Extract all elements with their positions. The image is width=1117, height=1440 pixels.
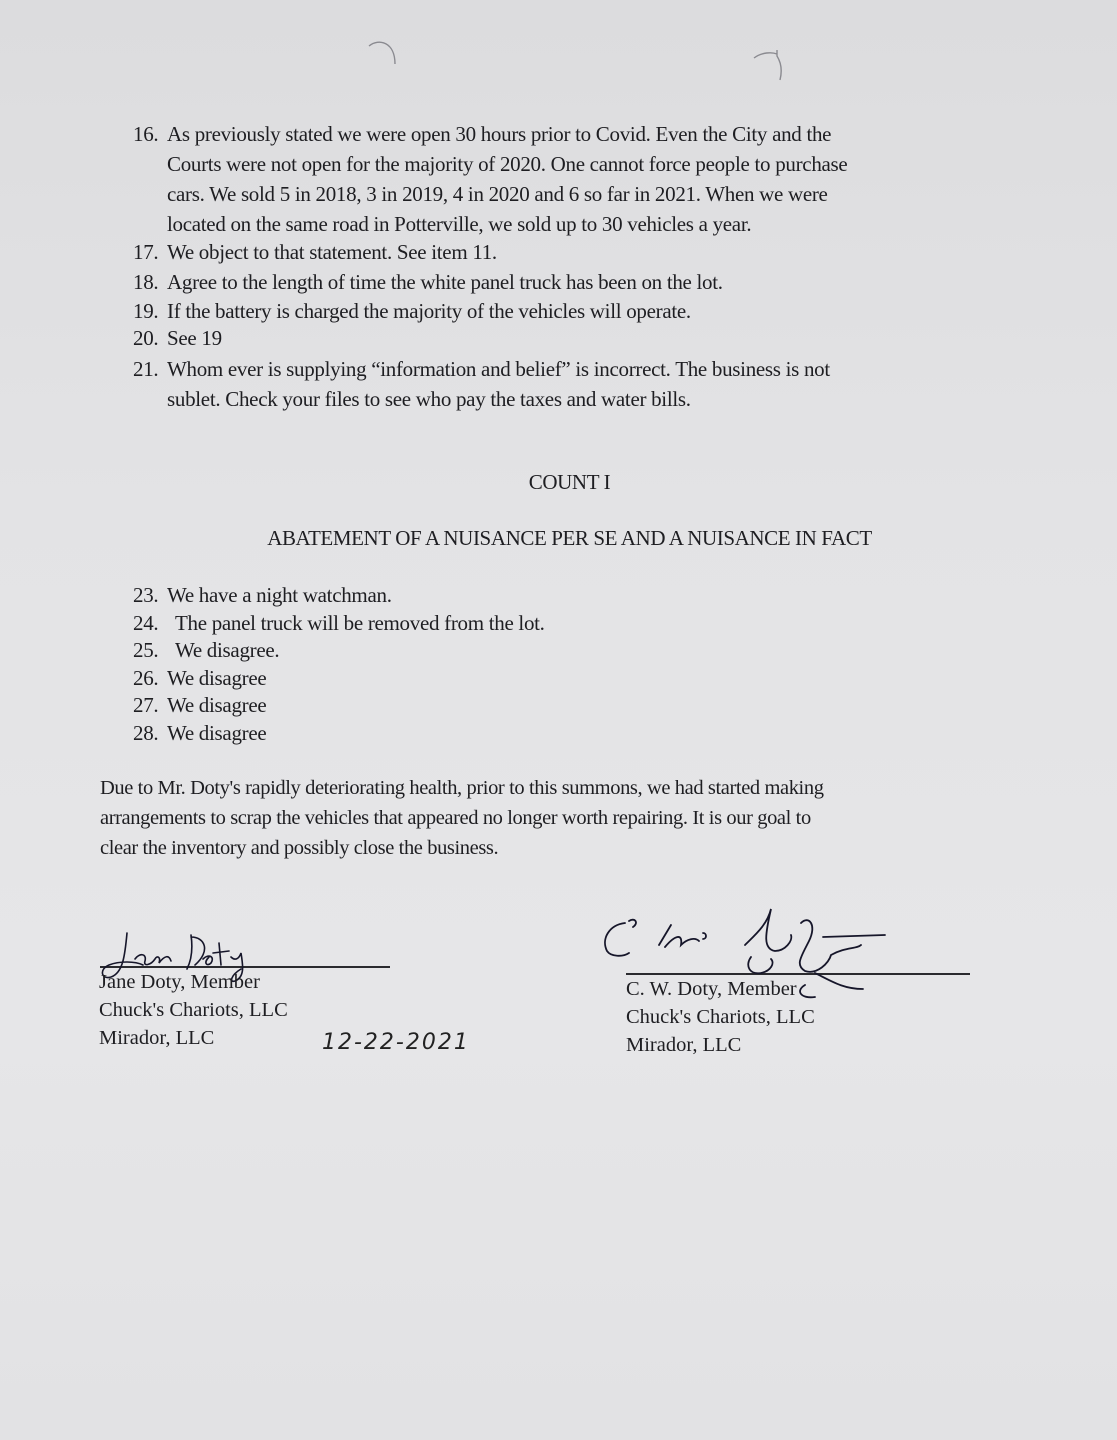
- signer-company-left-1: Chuck's Chariots, LLC: [99, 999, 288, 1021]
- item-number: 25.: [133, 638, 159, 662]
- item-number: 18.: [133, 270, 159, 294]
- item-text: We disagree.: [175, 638, 280, 662]
- item-number: 17.: [133, 240, 159, 264]
- signer-company-right-1: Chuck's Chariots, LLC: [626, 1006, 815, 1028]
- paragraph-line: Due to Mr. Doty's rapidly deteriorating health, prior to this summons, we had started making: [100, 777, 824, 799]
- closing-paragraph: [100, 773, 824, 863]
- count-heading: COUNT I: [528, 470, 611, 494]
- signer-company-left-2: Mirador, LLC: [99, 1027, 215, 1049]
- item-line: See 19: [167, 326, 222, 350]
- item-number: 21.: [133, 357, 159, 381]
- item-line: located on the same road in Potterville, we sold up to 30 vehicles a year.: [167, 212, 752, 236]
- paragraph-line: clear the inventory and possibly close the business.: [100, 837, 499, 859]
- item-number: 23.: [133, 583, 159, 607]
- item-text: [167, 296, 691, 326]
- item-number: 24.: [133, 611, 159, 635]
- item-line: Whom ever is supplying “information and belief” is incorrect. The business is not: [167, 357, 830, 381]
- item-line: If the battery is charged the majority of the vehicles will operate.: [167, 299, 691, 323]
- signer-company-right-2: Mirador, LLC: [626, 1034, 742, 1056]
- paragraph-line: arrangements to scrap the vehicles that appeared no longer worth repairing. It is our goal to: [100, 807, 811, 829]
- item-text: We have a night watchman.: [167, 583, 392, 607]
- item-text: [167, 267, 723, 297]
- handwritten-date: 12-22-2021: [322, 1030, 470, 1055]
- item-number: 19.: [133, 299, 159, 323]
- item-text: The panel truck will be removed from the lot.: [175, 611, 545, 635]
- item-text: We disagree: [167, 721, 267, 745]
- item-text: We disagree: [167, 666, 267, 690]
- item-number: 26.: [133, 666, 159, 690]
- signer-name-right: C. W. Doty, Member: [626, 978, 797, 1000]
- item-line: cars. We sold 5 in 2018, 3 in 2019, 4 in 2020 and 6 so far in 2021. When we were: [167, 182, 828, 206]
- item-text: [167, 354, 830, 414]
- stray-pen-mark-icon: [750, 50, 790, 84]
- item-line: We object to that statement. See item 11.: [167, 240, 497, 264]
- signer-name-left: Jane Doty, Member: [99, 971, 260, 993]
- item-text: We disagree: [167, 693, 267, 717]
- signature-block-left: [99, 968, 288, 1052]
- item-line: Courts were not open for the majority of 2020. One cannot force people to purchase: [167, 152, 848, 176]
- signature-block-right: [626, 975, 815, 1059]
- item-line: As previously stated we were open 30 hours prior to Covid. Even the City and the: [167, 122, 832, 146]
- count-subheading: ABATEMENT OF A NUISANCE PER SE AND A NUISANCE IN FACT: [267, 526, 872, 550]
- item-number: 16.: [133, 122, 159, 146]
- item-text: [167, 323, 222, 353]
- item-number: 20.: [133, 326, 159, 350]
- item-text: [167, 119, 847, 239]
- item-number: 28.: [133, 721, 159, 745]
- item-line: Agree to the length of time the white panel truck has been on the lot.: [167, 270, 723, 294]
- item-text: [167, 237, 497, 267]
- item-number: 27.: [133, 693, 159, 717]
- item-line: sublet. Check your files to see who pay the taxes and water bills.: [167, 387, 691, 411]
- stray-pen-mark-icon: [365, 38, 405, 72]
